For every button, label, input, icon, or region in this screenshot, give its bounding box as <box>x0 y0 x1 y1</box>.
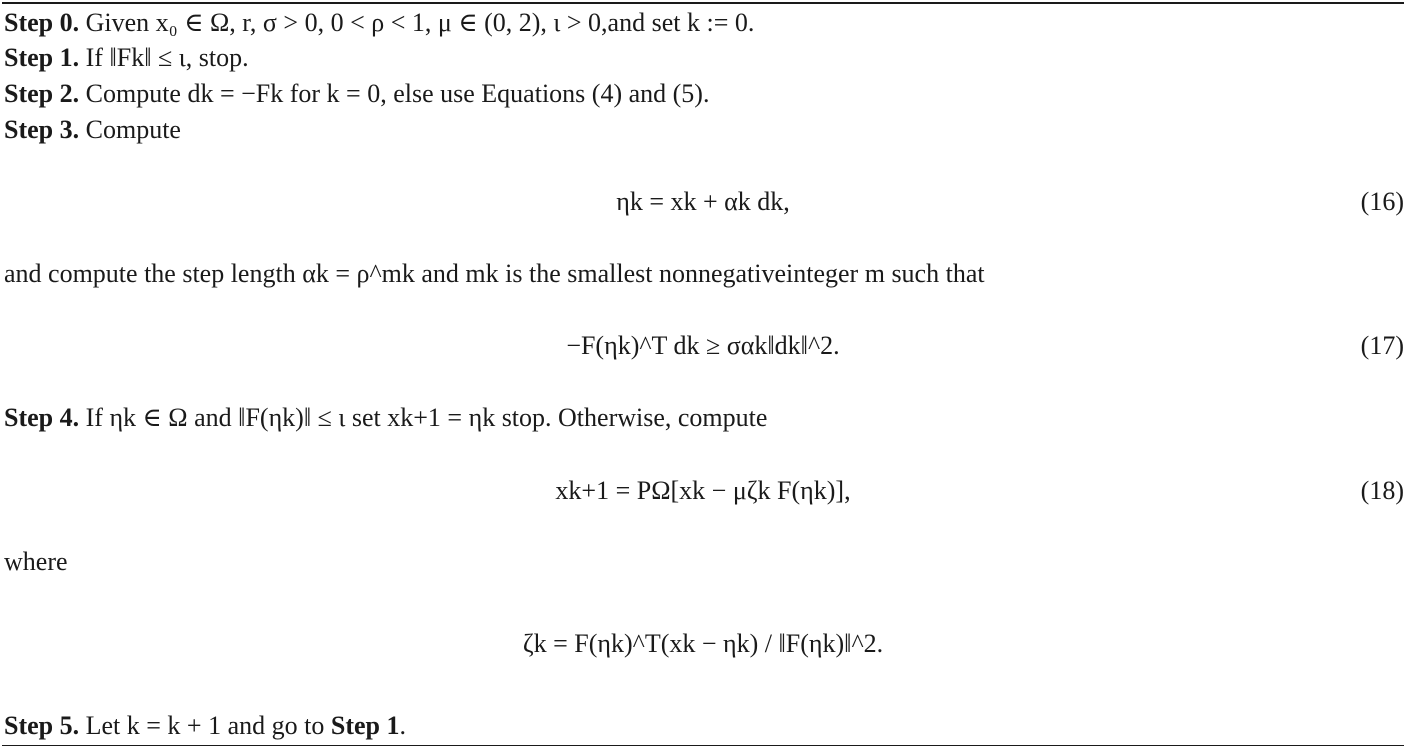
top-rule <box>2 2 1404 4</box>
equation-18: xk+1 = PΩ[xk − μζk F(ηk)], <box>555 476 851 505</box>
zeta-equation: ζk = F(ηk)^T(xk − ηk) / ‖F(ηk)‖^2. <box>522 629 884 658</box>
step-5-goto-ref: Step 1 <box>330 711 400 740</box>
step-4-line <box>4 402 767 434</box>
step-5-line <box>4 710 406 742</box>
step-2-label: Step 2. <box>4 79 80 108</box>
equation-16-number: (16) <box>1360 187 1404 216</box>
step-3-continuation: and compute the step length αk = ρ^mk and mk is the smallest nonnegativeinteger m such that <box>4 259 985 288</box>
equation-17-number: (17) <box>1360 331 1404 360</box>
step-1-text: If ‖Fk‖ ≤ ι, stop. <box>79 43 249 72</box>
equation-18-number: (18) <box>1360 476 1404 505</box>
step-3-line <box>4 114 181 146</box>
step-0-line <box>4 7 754 39</box>
step-1-label: Step 1. <box>4 43 80 72</box>
equation-16: ηk = xk + αk dk, <box>616 187 790 216</box>
step-4-text: If ηk ∈ Ω and ‖F(ηk)‖ ≤ ι set xk+1 = ηk stop. Otherwise, compute <box>79 403 768 432</box>
bottom-rule <box>2 745 1404 746</box>
step-3-label: Step 3. <box>4 115 80 144</box>
step-1-line <box>4 42 249 74</box>
step-2-line <box>4 78 709 110</box>
step-0-text: Given x₀ ∈ Ω, r, σ > 0, 0 < ρ < 1, μ ∈ (0, 2), ι > 0,and set k := 0. <box>79 8 755 37</box>
where-text: where <box>4 547 68 576</box>
step-2-text: Compute dk = −Fk for k = 0, else use Equations (4) and (5). <box>79 79 710 108</box>
step-5-text: Let k = k + 1 and go to <box>79 711 331 740</box>
step-3-text: Compute <box>79 115 181 144</box>
step-4-label: Step 4. <box>4 403 80 432</box>
equation-17: −F(ηk)^T dk ≥ σαk‖dk‖^2. <box>566 331 840 360</box>
step-5-period: . <box>399 711 406 740</box>
step-0-label: Step 0. <box>4 8 80 37</box>
step-5-label: Step 5. <box>4 711 80 740</box>
